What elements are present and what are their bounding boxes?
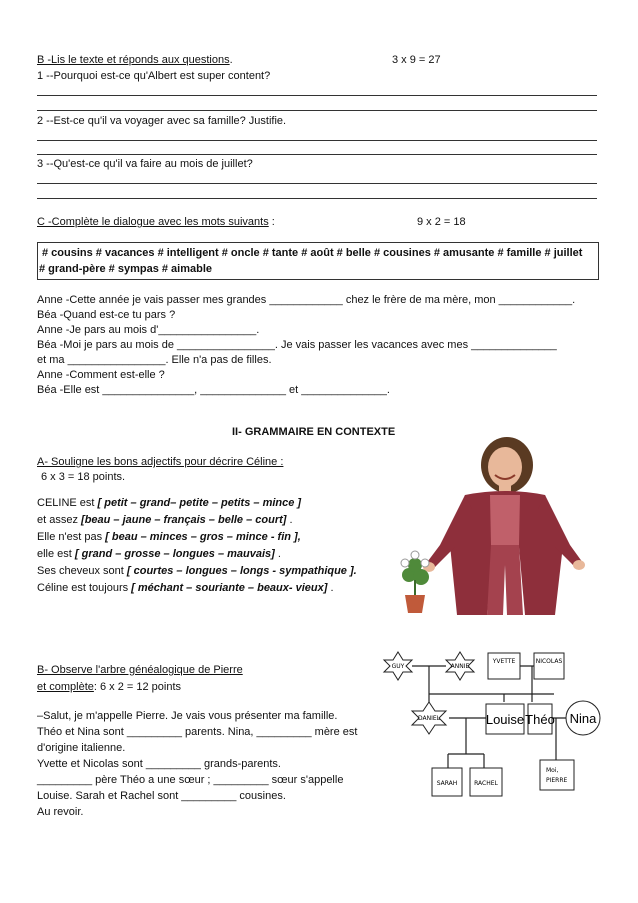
tree-sarah: SARAH xyxy=(436,780,458,787)
grammar-section-title: II- GRAMMAIRE EN CONTEXTE xyxy=(232,426,396,438)
tree-daniel: DANIEL xyxy=(417,715,441,722)
vocabulary-box xyxy=(37,242,599,280)
adjective-line: Céline est toujours [ méchant – souriante – beaux- vieux] . xyxy=(37,582,334,594)
dialogue-line: Anne -Comment est-elle ? xyxy=(37,369,165,381)
dialogue-line: Béa -Quand est-ce tu pars ? xyxy=(37,309,176,321)
answer-line xyxy=(37,95,597,96)
section-a-title: A- Souligne les bons adjectifs pour décrire Céline : xyxy=(37,456,284,468)
text-line: Louise. Sarah et Rachel sont _________ cousines. xyxy=(37,790,286,802)
adjective-line: elle est [ grand – grosse – longues – mauvais] . xyxy=(37,548,281,560)
text-line: Yvette et Nicolas sont _________ grands-parents. xyxy=(37,758,281,770)
answer-line xyxy=(37,154,597,155)
tree-louise: Louise xyxy=(485,712,525,727)
section-c-title: C -Complète le dialogue avec les mots suivants : xyxy=(37,216,275,228)
adjective-line: Ses cheveux sont [ courtes – longues – longs - sympathique ]. xyxy=(37,565,357,577)
section-b-score: 3 x 9 = 27 xyxy=(392,54,441,66)
tree-nina: Nina xyxy=(569,711,597,726)
text-line: Théo et Nina sont _________ parents. Nina, _________ mère est xyxy=(37,726,358,738)
section-b2-title: B- Observe l'arbre généalogique de Pierre xyxy=(37,664,243,676)
question-2: 2 --Est-ce qu'il va voyager avec sa famille? Justifie. xyxy=(37,115,287,127)
tree-pierre: PIERRE xyxy=(546,777,568,784)
tree-nicolas: NICOLAS xyxy=(535,658,563,665)
adjective-line: Elle n'est pas [ beau – minces – gros – mince - fin ], xyxy=(37,531,301,543)
text-line: –Salut, je m'appelle Pierre. Je vais vous présenter ma famille. xyxy=(37,710,338,722)
tree-annie: ANNIE xyxy=(450,663,470,670)
dialogue-line: Anne -Cette année je vais passer mes grandes ____________ chez le frère de ma mère, mon ____________. xyxy=(37,294,576,306)
answer-line xyxy=(37,183,597,184)
text-line: _________ père Théo a une sœur ; _________ sœur s'appelle xyxy=(37,774,344,786)
dialogue-line: et ma ________________. Elle n'a pas de filles. xyxy=(37,354,272,366)
section-a-score: 6 x 3 = 18 points. xyxy=(41,471,126,483)
tree-moi: Moi, xyxy=(546,767,559,774)
family-tree xyxy=(374,636,606,806)
tree-guy: GUY xyxy=(391,663,405,670)
section-b-title: B -Lis le texte et réponds aux questions. xyxy=(37,54,233,66)
dialogue-line: Anne -Je pars au mois d'________________. xyxy=(37,324,260,336)
question-3: 3 --Qu'est-ce qu'il va faire au mois de juillet? xyxy=(37,158,253,170)
answer-line xyxy=(37,140,597,141)
answer-line xyxy=(37,198,597,199)
tree-rachel: RACHEL xyxy=(474,780,498,787)
vocab-line-1: # cousins # vacances # intelligent # oncle # tante # août # belle # cousines # amusante # famille # juillet xyxy=(42,247,583,259)
question-1: 1 --Pourquoi est-ce qu'Albert est super content? xyxy=(37,70,271,82)
adjective-line: CELINE est [ petit – grand– petite – petits – mince ] xyxy=(37,497,302,509)
section-b2-subtitle: et complète: 6 x 2 = 12 points xyxy=(37,681,182,693)
celine-illustration xyxy=(395,435,605,615)
tree-theo: Théo xyxy=(525,712,555,727)
section-c-score: 9 x 2 = 18 xyxy=(417,216,466,228)
dialogue-line: Béa -Moi je pars au mois de ________________. Je vais passer les vacances avec mes ______________ xyxy=(37,339,557,351)
answer-line xyxy=(37,110,597,111)
dialogue-line: Béa -Elle est _______________, ______________ et ______________. xyxy=(37,384,390,396)
adjective-line: et assez [beau – jaune – français – belle – court] . xyxy=(37,514,293,526)
text-line: Au revoir. xyxy=(37,806,84,818)
vocab-line-2: # grand-père # sympas # aimable xyxy=(39,263,213,275)
text-line: d'origine italienne. xyxy=(37,742,126,754)
tree-yvette: YVETTE xyxy=(492,658,516,665)
